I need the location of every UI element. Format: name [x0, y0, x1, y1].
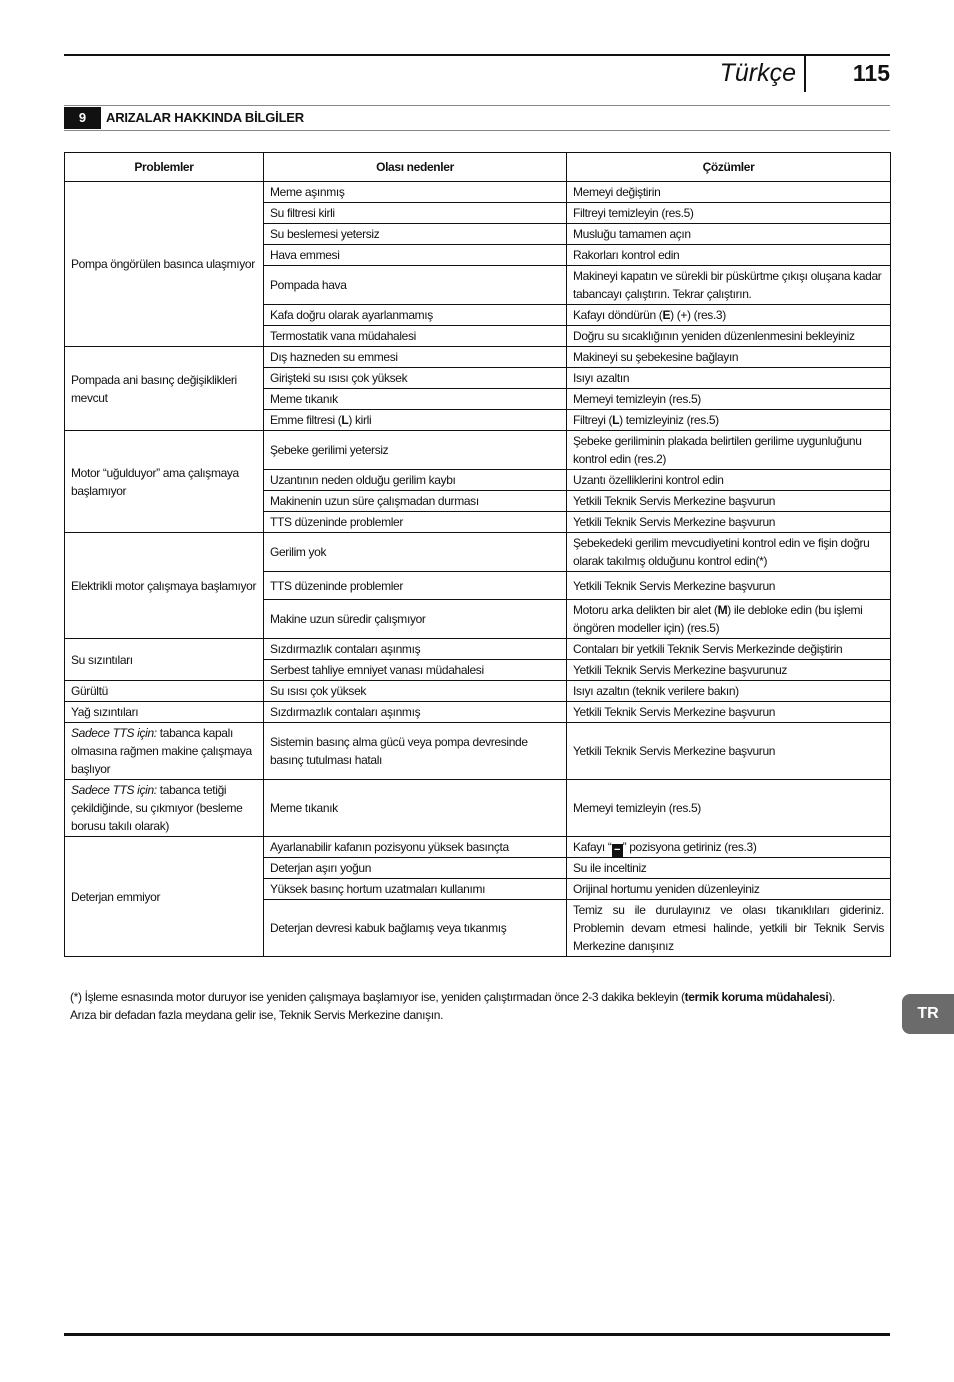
header-problems: Problemler: [65, 153, 264, 182]
cause-cell: Hava emmesi: [264, 245, 567, 266]
solution-cell: Memeyi temizleyin (res.5): [567, 389, 891, 410]
solution-cell: Yetkili Teknik Servis Merkezine başvurun: [567, 572, 891, 600]
solution-cell: Su ile inceltiniz: [567, 858, 891, 879]
table-row: [65, 431, 891, 470]
solution-cell: Yetkili Teknik Servis Merkezine başvurun: [567, 723, 891, 780]
cause-cell: Deterjan devresi kabuk bağlamış veya tıkanmış: [264, 900, 567, 957]
cause-cell: Emme filtresi (L) kirli: [264, 410, 567, 431]
problem-cell: Sadece TTS için: tabanca kapalı olmasına rağmen makine çalışmaya başlıyor: [65, 723, 264, 780]
solution-cell: Makineyi kapatın ve sürekli bir püskürtme çıkışı oluşana kadar tabancayı çalıştırın. Tekrar çalıştırın.: [567, 266, 891, 305]
section-heading: [64, 105, 890, 131]
cause-cell: Ayarlanabilir kafanın pozisyonu yüksek basınçta: [264, 837, 567, 858]
cause-cell: Şebeke gerilimi yetersiz: [264, 431, 567, 470]
cause-cell: Yüksek basınç hortum uzatmaları kullanımı: [264, 879, 567, 900]
section-title: ARIZALAR HAKKINDA BİLGİLER: [106, 110, 304, 125]
solution-cell: Yetkili Teknik Servis Merkezine başvurunuz: [567, 660, 891, 681]
cause-cell: TTS düzeninde problemler: [264, 512, 567, 533]
minus-symbol-icon: −: [612, 844, 623, 857]
table-row: [65, 639, 891, 660]
table-row: [65, 347, 891, 368]
solution-cell: Yetkili Teknik Servis Merkezine başvurun: [567, 512, 891, 533]
table-row: [65, 702, 891, 723]
solution-cell: Makineyi su şebekesine bağlayın: [567, 347, 891, 368]
solution-cell: Temiz su ile durulayınız ve olası tıkanıklıları gideriniz. Problemin devam etmesi halinde, yetkili bir Teknik Servis Merkezine danışınız: [567, 900, 891, 957]
title-divider: [804, 56, 806, 92]
table-row: [65, 681, 891, 702]
cause-cell: Su ısısı çok yüksek: [264, 681, 567, 702]
header-solutions: Çözümler: [567, 153, 891, 182]
cause-cell: Meme aşınmış: [264, 182, 567, 203]
solution-cell: Yetkili Teknik Servis Merkezine başvurun: [567, 491, 891, 512]
cause-cell: Uzantının neden olduğu gerilim kaybı: [264, 470, 567, 491]
solution-cell: Rakorları kontrol edin: [567, 245, 891, 266]
solution-cell: Uzantı özelliklerini kontrol edin: [567, 470, 891, 491]
cause-cell: Kafa doğru olarak ayarlanmamış: [264, 305, 567, 326]
page-number: 115: [852, 60, 890, 86]
cause-cell: Makine uzun süredir çalışmıyor: [264, 600, 567, 639]
cause-cell: Sızdırmazlık contaları aşınmış: [264, 702, 567, 723]
cause-cell: Meme tıkanık: [264, 780, 567, 837]
table-row: [65, 723, 891, 780]
cause-cell: Sızdırmazlık contaları aşınmış: [264, 639, 567, 660]
cause-cell: Makinenin uzun süre çalışmadan durması: [264, 491, 567, 512]
table-row: [65, 533, 891, 572]
problem-cell: Su sızıntıları: [65, 639, 264, 681]
table-row: [65, 837, 891, 858]
cause-cell: Termostatik vana müdahalesi: [264, 326, 567, 347]
footnote: [70, 988, 888, 1024]
solution-cell: Şebeke geriliminin plakada belirtilen gerilime uygunluğunu kontrol edin (res.2): [567, 431, 891, 470]
solution-cell: Memeyi temizleyin (res.5): [567, 780, 891, 837]
problem-cell: Elektrikli motor çalışmaya başlamıyor: [65, 533, 264, 639]
solution-cell: Kafayı döndürün (E) (+) (res.3): [567, 305, 891, 326]
troubleshooting-table: [64, 152, 891, 957]
cause-cell: TTS düzeninde problemler: [264, 572, 567, 600]
cause-cell: Serbest tahliye emniyet vanası müdahalesi: [264, 660, 567, 681]
solution-cell: Orijinal hortumu yeniden düzenleyiniz: [567, 879, 891, 900]
table-header-row: [65, 153, 891, 182]
cause-cell: Pompada hava: [264, 266, 567, 305]
cause-cell: Deterjan aşırı yoğun: [264, 858, 567, 879]
problem-cell: Pompa öngörülen basınca ulaşmıyor: [65, 182, 264, 347]
header-causes: Olası nedenler: [264, 153, 567, 182]
table-row: [65, 780, 891, 837]
solution-cell: Doğru su sıcaklığının yeniden düzenlenmesini bekleyiniz: [567, 326, 891, 347]
section-number: 9: [64, 107, 101, 129]
solution-cell: Memeyi değiştirin: [567, 182, 891, 203]
solution-cell: Filtreyi (L) temizleyiniz (res.5): [567, 410, 891, 431]
solution-cell: Kafayı “ − ” pozisyona getiriniz (res.3): [567, 837, 891, 858]
solution-cell: Filtreyi temizleyin (res.5): [567, 203, 891, 224]
solution-cell: Musluğu tamamen açın: [567, 224, 891, 245]
problem-cell: Sadece TTS için: tabanca tetiği çekildiğinde, su çıkmıyor (besleme borusu takılı olarak): [65, 780, 264, 837]
cause-cell: Dış hazneden su emmesi: [264, 347, 567, 368]
solution-cell: Şebekedeki gerilim mevcudiyetini kontrol edin ve fişin doğru olarak takılmış olduğunu kontrol edin(*): [567, 533, 891, 572]
problem-cell: Motor “uğulduyor” ama çalışmaya başlamıyor: [65, 431, 264, 533]
problem-cell: Gürültü: [65, 681, 264, 702]
problem-cell: Pompada ani basınç değişiklikleri mevcut: [65, 347, 264, 431]
solution-cell: Yetkili Teknik Servis Merkezine başvurun: [567, 702, 891, 723]
problem-cell: Yağ sızıntıları: [65, 702, 264, 723]
cause-cell: Gerilim yok: [264, 533, 567, 572]
table-row: [65, 182, 891, 203]
cause-cell: Su filtresi kirli: [264, 203, 567, 224]
footnote-line-2: Arıza bir defadan fazla meydana gelir ise, Teknik Servis Merkezine danışın.: [70, 1008, 444, 1022]
bottom-rule: [64, 1333, 890, 1336]
solution-cell: Isıyı azaltın: [567, 368, 891, 389]
language-tab: TR: [902, 994, 954, 1034]
solution-cell: Isıyı azaltın (teknik verilere bakın): [567, 681, 891, 702]
solution-cell: Motoru arka delikten bir alet (M) ile debloke edin (bu işlemi öngören modeller için) (res.5): [567, 600, 891, 639]
footnote-line-1: (*) İşleme esnasında motor duruyor ise yeniden çalışmaya başlamıyor ise, yeniden çalıştırmadan önce 2-3 dakika bekleyin (termik koruma müdahalesi).: [70, 990, 835, 1004]
language-title: Türkçe: [719, 59, 796, 87]
cause-cell: Su beslemesi yetersiz: [264, 224, 567, 245]
solution-cell: Contaları bir yetkili Teknik Servis Merkezinde değiştirin: [567, 639, 891, 660]
problem-cell: Deterjan emmiyor: [65, 837, 264, 957]
cause-cell: Girişteki su ısısı çok yüksek: [264, 368, 567, 389]
cause-cell: Sistemin basınç alma gücü veya pompa devresinde basınç tutulması hatalı: [264, 723, 567, 780]
cause-cell: Meme tıkanık: [264, 389, 567, 410]
